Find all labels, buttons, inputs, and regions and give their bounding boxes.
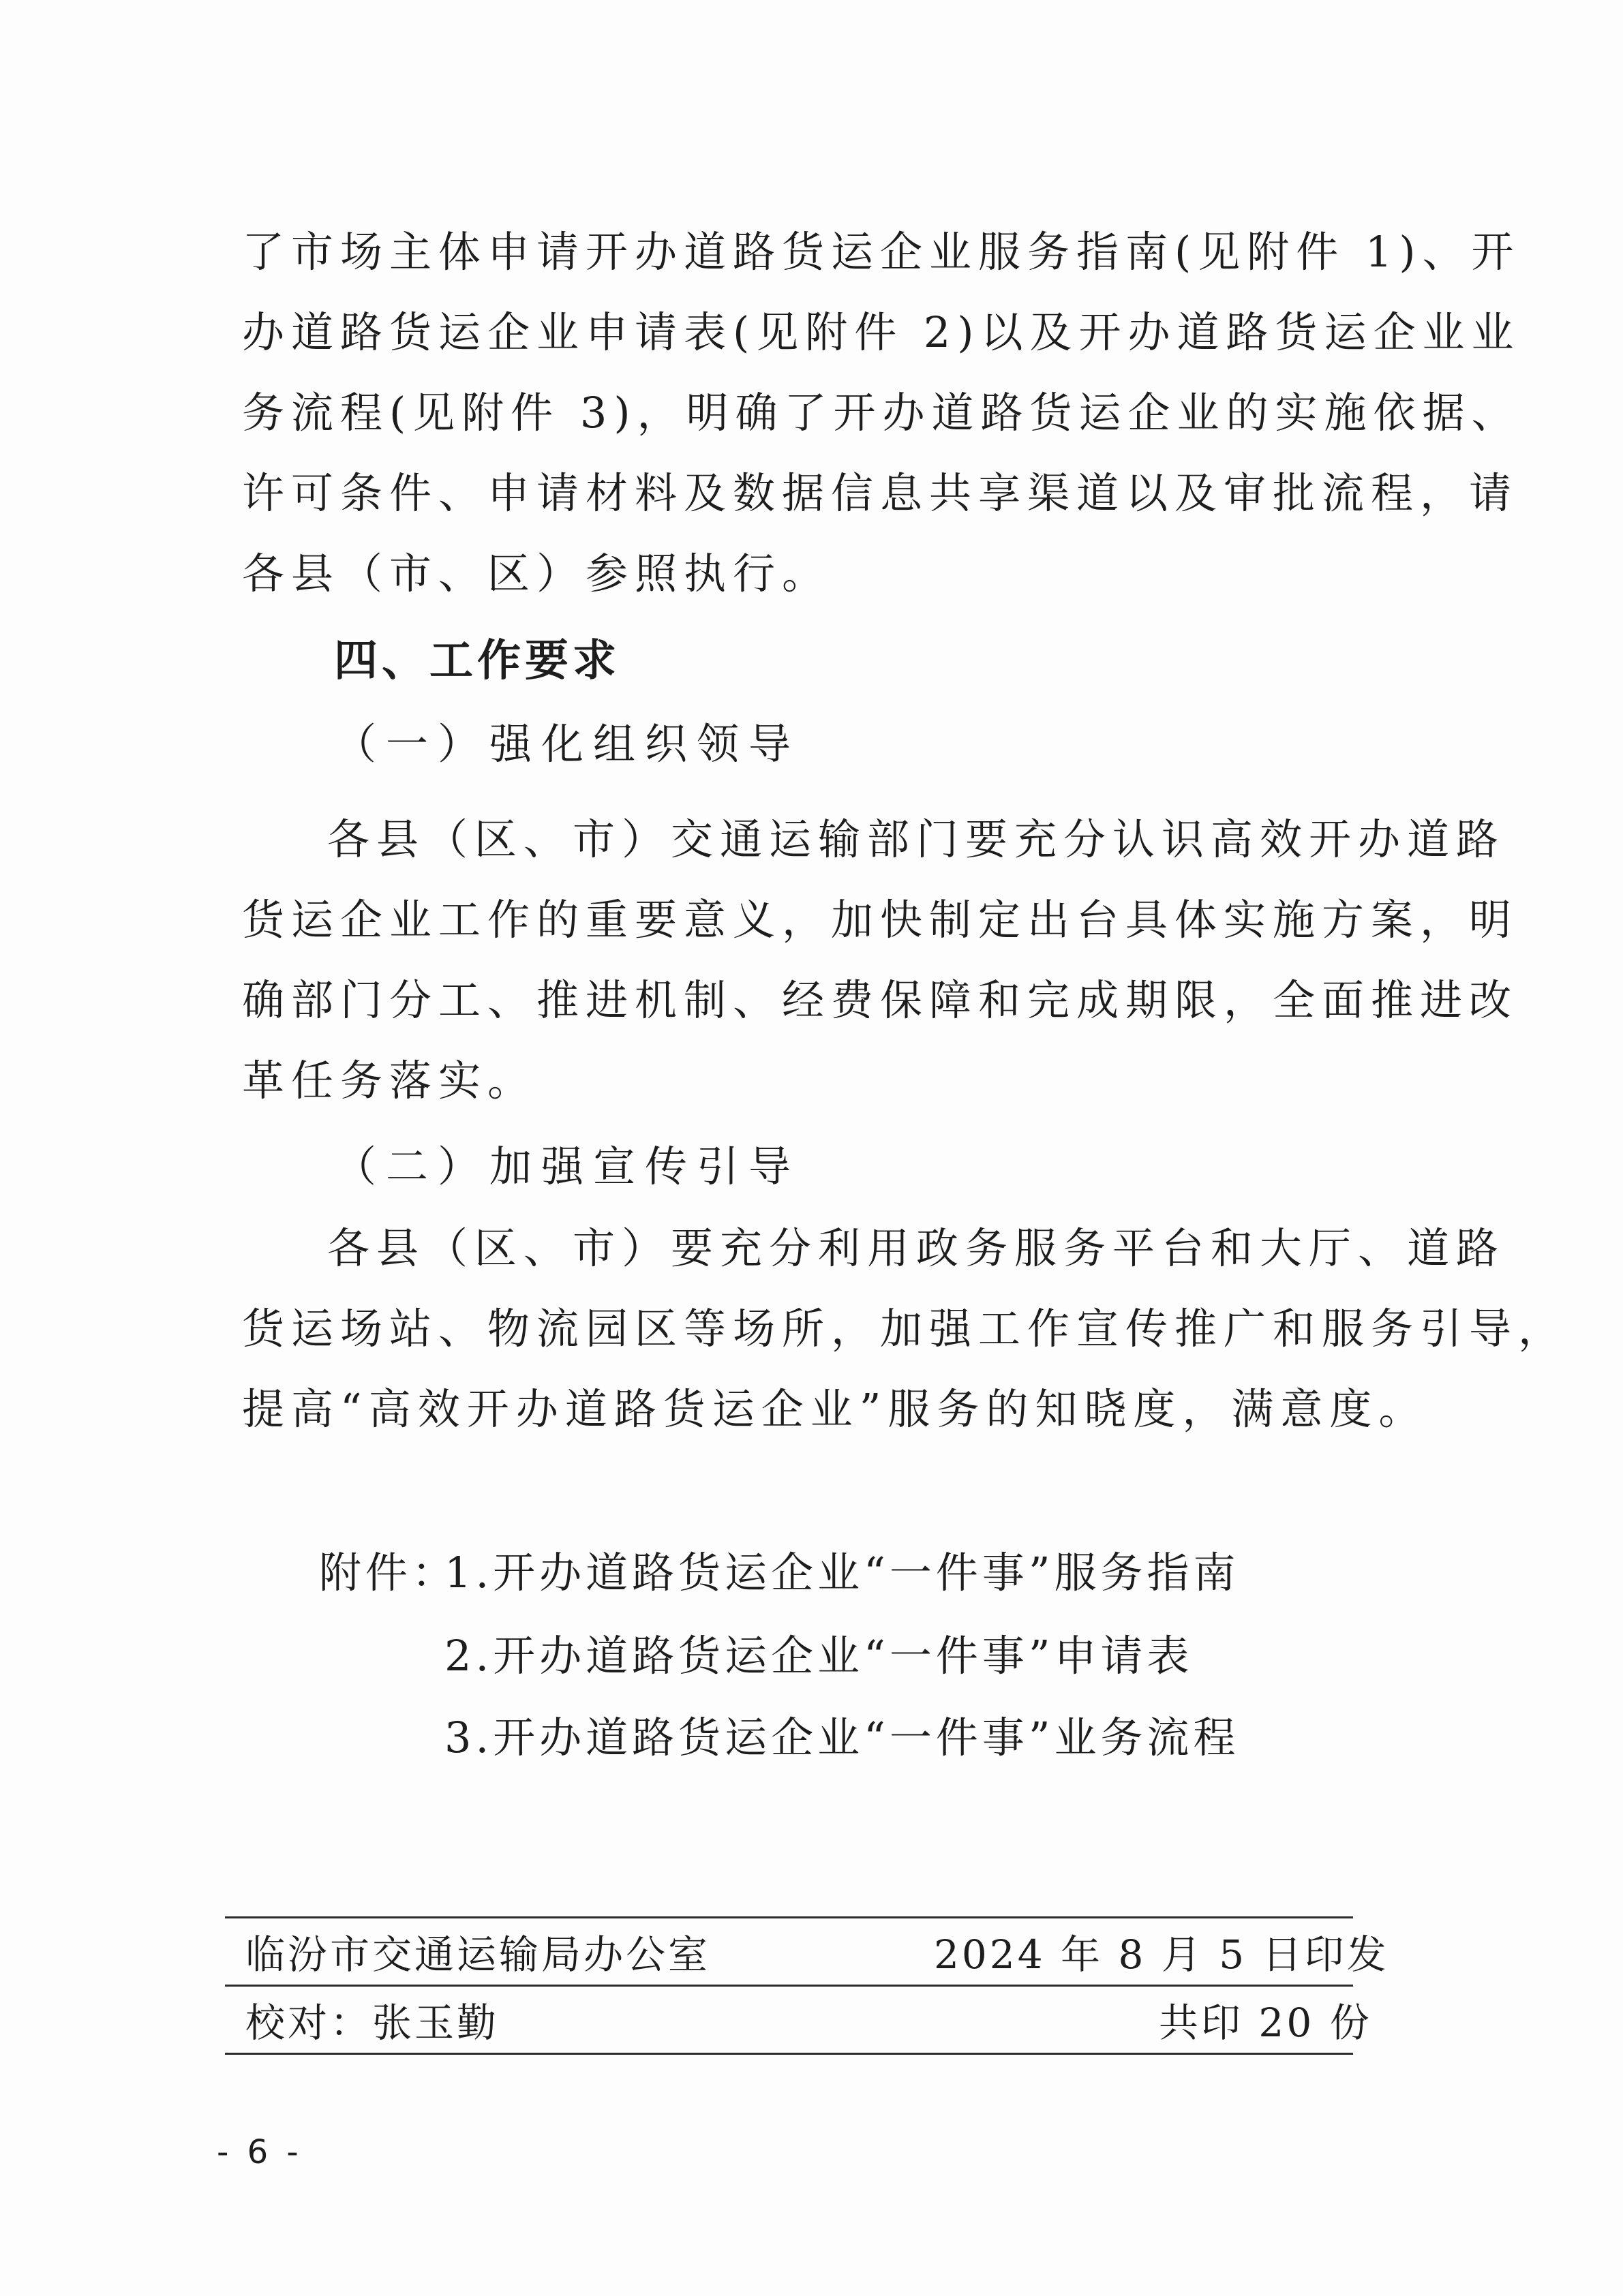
paragraph-line: 确部门分工、推进机制、经费保障和完成期限，全面推进改 [242,975,1519,1025]
paragraph-line: 办道路货运企业申请表(见附件 2)以及开办道路货运企业业 [242,307,1521,357]
attachments-label: 附件： [319,1548,459,1597]
attachment-item: 3.开办道路货运企业“一件事”业务流程 [444,1713,1240,1762]
paragraph-line: 务流程(见附件 3)，明确了开办道路货运企业的实施依据、 [242,388,1521,438]
subsection-title: （一）强化组织领导 [334,719,801,769]
paragraph-line: 了市场主体申请开办道路货运企业服务指南(见附件 1)、开 [242,227,1521,277]
paragraph-line: 各县（区、市）要充分利用政务服务平台和大厅、道路 [327,1223,1506,1273]
paragraph-line: 提高“高效开办道路货运企业”服务的知晓度，满意度。 [242,1384,1428,1434]
footer-top-rule [225,1916,1353,1918]
paragraph-line: 货运企业工作的重要意义，加快制定出台具体实施方案，明 [242,895,1519,945]
attachment-item: 2.开办道路货运企业“一件事”申请表 [444,1631,1194,1681]
footer-issuer: 临汾市交通运输局办公室 [245,1931,711,1978]
paragraph-line: 各县（市、区）参照执行。 [242,549,832,598]
paragraph-line: 许可条件、申请材料及数据信息共享渠道以及审批流程，请 [242,468,1519,518]
footer-middle-rule [225,1985,1353,1987]
paragraph-line: 各县（区、市）交通运输部门要充分认识高效开办道路 [327,814,1506,864]
page-number: - 6 - [217,2133,303,2171]
footer-print-date: 2024 年 8 月 5 日印发 [934,1931,1389,1978]
footer-proofreader: 校对：张玉勤 [245,2000,500,2046]
paragraph-line: 货运场站、物流园区等场所，加强工作宣传推广和服务引导， [242,1304,1568,1353]
attachment-item: 1.开办道路货运企业“一件事”服务指南 [444,1548,1240,1597]
paragraph-line: 革任务落实。 [242,1056,537,1105]
section-heading: 四、工作要求 [334,635,620,686]
footer-bottom-rule [225,2053,1353,2055]
footer-copies: 共印 20 份 [1159,2000,1372,2046]
subsection-title: （二）加强宣传引导 [334,1142,801,1191]
